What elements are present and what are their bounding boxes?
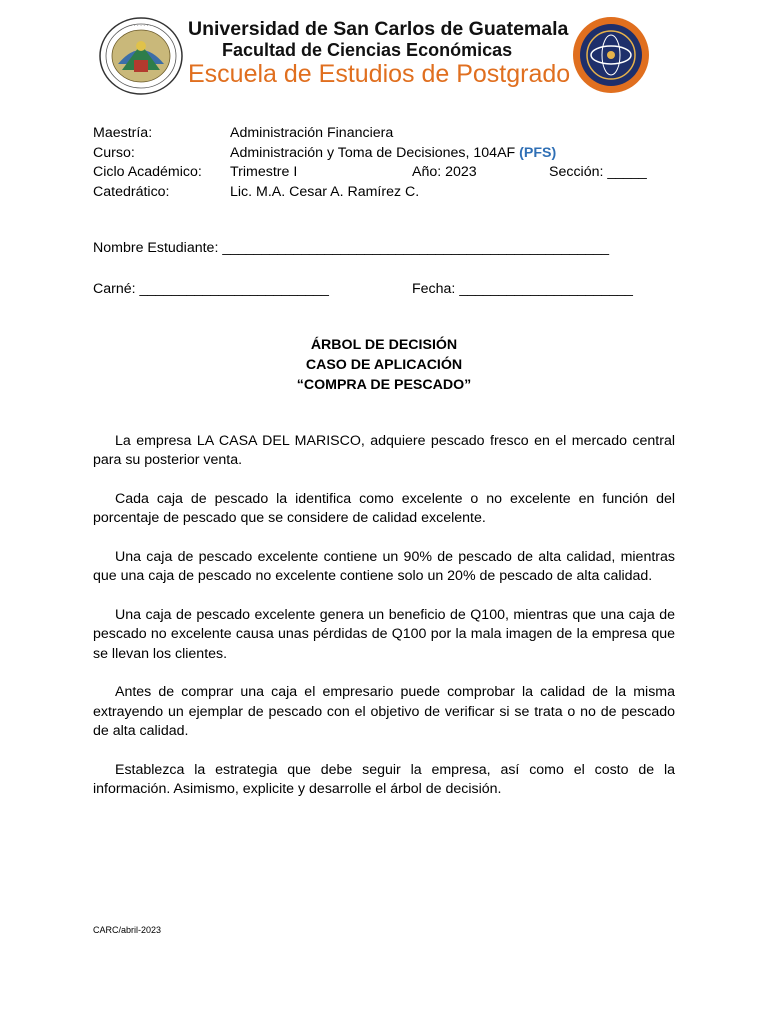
- school-name: Escuela de Estudios de Postgrado: [188, 60, 571, 88]
- title-compra: “COMPRA DE PESCADO”: [296, 377, 472, 393]
- university-name: Universidad de San Carlos de Guatemala: [188, 18, 569, 40]
- curso-label: Curso:: [93, 144, 135, 161]
- curso-value: Administración y Toma de Decisiones, 104AF: [230, 144, 516, 161]
- svg-text:· · · · · · ·: · · · · · · ·: [130, 23, 152, 29]
- catedratico-value: Lic. M.A. Cesar A. Ramírez C.: [230, 183, 420, 200]
- paragraph: Cada caja de pescado la identifica como excelente o no excelente en función del porcentaje de pescado que se considere de calidad excelente.: [93, 491, 675, 527]
- nombre-estudiante-field: Nombre Estudiante: _________________________________________________: [93, 240, 609, 256]
- catedratico-label: Catedrático:: [93, 183, 170, 200]
- document-header: [0, 0, 768, 100]
- postgrado-seal-logo: [572, 16, 650, 94]
- paragraph: Antes de comprar una caja el empresario puede comprobar la calidad de la misma extrayendo un ejemplar de pescado con el objetivo de verificar si se trata o no de pescado de alta calidad.: [93, 684, 675, 740]
- seccion-field: Sección: _____: [549, 164, 647, 180]
- fecha-field: Fecha: ______________________: [412, 281, 633, 297]
- paragraph: La empresa LA CASA DEL MARISCO, adquiere pescado fresco en el mercado central para su posterior venta.: [93, 433, 675, 469]
- paragraph: Una caja de pescado excelente contiene un 90% de pescado de alta calidad, mientras que una caja de pescado no excelente contiene solo un 20% de pescado de alta calidad.: [93, 549, 675, 585]
- title-caso: CASO DE APLICACIÓN: [305, 357, 463, 373]
- paragraph: Una caja de pescado excelente genera un beneficio de Q100, mientras que una caja de pescado no excelente causa unas pérdidas de Q100 por la mala imagen de la empresa que se llevan los clientes.: [93, 607, 675, 662]
- faculty-name: Facultad de Ciencias Económicas: [222, 40, 513, 60]
- maestria-label: Maestría:: [93, 125, 153, 141]
- document-titles: [0, 335, 768, 395]
- usac-seal-logo: [98, 16, 184, 96]
- maestria-value: Administración Financiera: [230, 125, 394, 141]
- case-body: [93, 432, 675, 819]
- footer-code: CARC/abril-2023: [93, 925, 162, 935]
- title-arbol: ÁRBOL DE DECISIÓN: [310, 337, 458, 353]
- anio-value: Año: 2023: [412, 164, 477, 180]
- curso-tag: (PFS): [519, 144, 557, 161]
- ciclo-value: Trimestre I: [230, 164, 298, 180]
- carne-field: Carné: ________________________: [93, 281, 329, 297]
- ciclo-label: Ciclo Académico:: [93, 164, 202, 180]
- paragraph: Establezca la estrategia que debe seguir la empresa, así como el costo de la información. Asimismo, explicite y desarrolle el árbol de decisión.: [93, 761, 675, 798]
